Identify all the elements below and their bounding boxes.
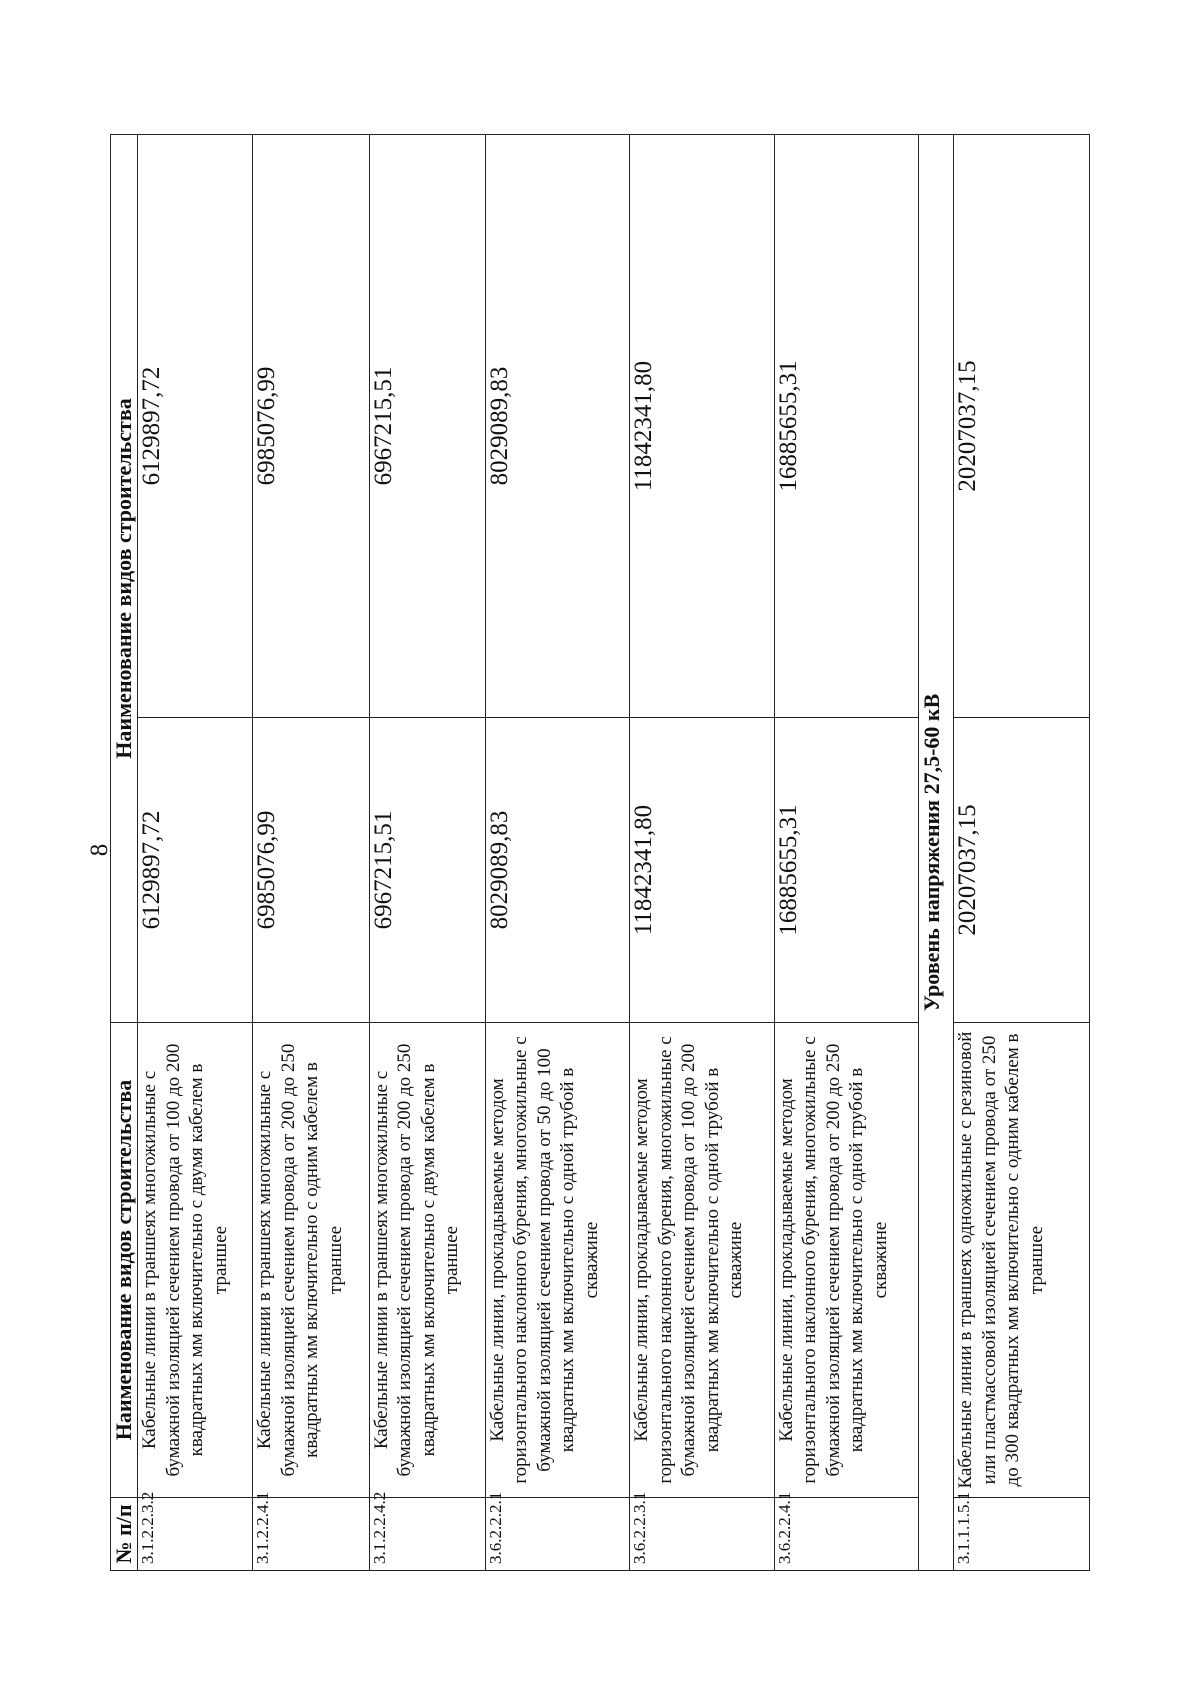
table-row	[369, 135, 485, 1571]
row-value-1: 11842341,80	[630, 718, 775, 1023]
section-row	[919, 135, 954, 1571]
row-desc: Кабельные линии, прокладываемые методом горизонтального наклонного бурения, многожильные с бумажной изоляцией сечением провода от 100 до 200 квадратных мм включительно с одной трубой в скважине	[630, 1023, 775, 1498]
construction-cost-table	[110, 134, 1090, 1571]
row-num: 3.6.2.2.3.1	[630, 1498, 775, 1571]
row-value-1: 6985076,99	[253, 718, 369, 1023]
row-value-2: 6967215,51	[369, 135, 485, 718]
page-number: 8	[86, 843, 113, 857]
row-num: 3.1.2.2.4.2	[369, 1498, 485, 1571]
row-value-2: 8029089,83	[485, 135, 630, 718]
header-value: Наименование видов строительства	[111, 135, 138, 1023]
document-table-container	[110, 135, 1090, 1571]
header-num: № п/п	[111, 1498, 138, 1571]
table-header-row	[111, 135, 138, 1571]
row-num: 3.6.2.2.2.1	[485, 1498, 630, 1571]
row-value-2: 16885655,31	[774, 135, 919, 718]
rotated-table	[110, 135, 1090, 1571]
row-desc: Кабельные линии в траншеях одножильные с резиновой или пластмассовой изоляцией сечением провода от 250 до 300 квадратных мм включительно с одним кабелем в траншее	[954, 1023, 1090, 1498]
row-value-2: 6129897,72	[138, 135, 253, 718]
row-value-2: 20207037,15	[954, 135, 1090, 718]
row-value-1: 16885655,31	[774, 718, 919, 1023]
row-desc: Кабельные линии в траншеях многожильные с бумажной изоляцией сечением провода от 100 до 200 квадратных мм включительно с двумя кабелем в траншее	[138, 1023, 253, 1498]
row-desc: Кабельные линии в траншеях многожильные с бумажной изоляцией сечением провода от 200 до 250 квадратных мм включительно с двумя кабелем в траншее	[369, 1023, 485, 1498]
row-num: 3.1.2.2.4.1	[253, 1498, 369, 1571]
table-row	[774, 135, 919, 1571]
row-value-2: 6985076,99	[253, 135, 369, 718]
row-num: 3.1.1.1.5.1	[954, 1498, 1090, 1571]
table-row	[485, 135, 630, 1571]
row-num: 3.6.2.2.4.1	[774, 1498, 919, 1571]
voltage-level-heading: Уровень напряжения 27,5-60 кВ	[919, 135, 954, 1571]
header-desc: Наименование видов строительства	[111, 1023, 138, 1498]
table-row	[138, 135, 253, 1571]
row-desc: Кабельные линии в траншеях многожильные с бумажной изоляцией сечением провода от 200 до 250 квадратных мм включительно с одним кабелем в траншее	[253, 1023, 369, 1498]
row-num: 3.1.2.2.3.2	[138, 1498, 253, 1571]
table-row	[630, 135, 775, 1571]
row-value-1: 20207037,15	[954, 718, 1090, 1023]
table-row	[954, 135, 1090, 1571]
row-desc: Кабельные линии, прокладываемые методом горизонтального наклонного бурения, многожильные с бумажной изоляцией сечением провода от 200 до 250 квадратных мм включительно с одной трубой в скважине	[774, 1023, 919, 1498]
row-value-1: 6129897,72	[138, 718, 253, 1023]
table-row	[253, 135, 369, 1571]
row-desc: Кабельные линии, прокладываемые методом горизонтального наклонного бурения, многожильные с бумажной изоляцией сечением провода от 50 до 100 квадратных мм включительно с одной трубой в скважине	[485, 1023, 630, 1498]
row-value-2: 11842341,80	[630, 135, 775, 718]
row-value-1: 6967215,51	[369, 718, 485, 1023]
row-value-1: 8029089,83	[485, 718, 630, 1023]
